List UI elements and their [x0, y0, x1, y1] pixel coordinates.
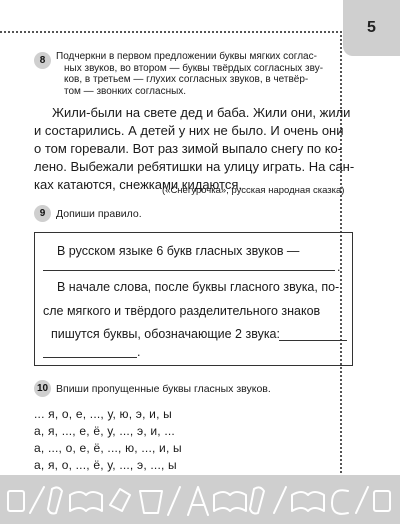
vowel-sequence: а, я, о, ..., ё, у, ..., э, ..., ы — [34, 458, 177, 472]
pencil-icon — [274, 487, 286, 513]
cup-icon — [140, 491, 162, 513]
paperclip-icon — [250, 487, 264, 513]
story-line: о том горевали. Вот раз зимой выпало снегу по ко- — [34, 141, 343, 156]
notebook-icon — [8, 491, 24, 511]
rule-box — [34, 232, 353, 366]
task-8-instruction-line: ков, в третьем — глухих согласных звуков, в четвёр- — [64, 74, 309, 85]
paperclip-icon — [48, 487, 62, 513]
rule-2-line: пишутся буквы, обозначающие 2 звука: — [51, 327, 280, 341]
task-8-instruction-line: том — звонких согласных. — [64, 85, 187, 97]
page-border-top — [0, 31, 342, 33]
task-10-instruction: Впиши пропущенные буквы гласных звуков. — [56, 383, 271, 395]
pencil-icon — [30, 487, 44, 513]
story-line: лено. Выбежали ребятишки на улицу играть. На сан- — [34, 159, 355, 174]
task-9-instruction: Допиши правило. — [56, 208, 142, 220]
letter-a-icon — [188, 487, 208, 515]
open-book-icon — [214, 492, 246, 511]
story-source: («Снегурочка», русская народная сказка) — [162, 185, 345, 196]
footer-decoration — [0, 475, 400, 524]
rule-2-answer-blank-2[interactable] — [43, 357, 137, 358]
rule-1-answer-blank[interactable] — [43, 270, 335, 271]
task-8-instruction-line: ных звуков, во втором — буквы твёрдых согласных зву- — [64, 62, 324, 74]
pencil-icon — [356, 487, 368, 513]
letter-c-icon — [332, 490, 348, 514]
task-8-instruction-line: Подчеркни в первом предложении буквы мягких соглас- — [56, 51, 317, 62]
task-9-badge: 9 — [34, 205, 51, 222]
story-line: Жили-были на свете дед и баба. Жили они, жили — [52, 105, 351, 120]
open-book-icon — [292, 492, 324, 511]
rule-1-text: В русском языке 6 букв гласных звуков — — [57, 244, 300, 258]
story-line: и состарились. А детей у них не было. И очень они — [34, 123, 344, 138]
task-8-instruction — [56, 51, 346, 97]
task-8-badge: 8 — [34, 52, 51, 69]
vowel-sequence: а, я, ..., е, ё, у, ..., э, и, ... — [34, 424, 175, 438]
rule-2-answer-blank[interactable] — [279, 340, 347, 341]
rule-2-period: . — [137, 345, 141, 359]
vowel-sequence: ... я, о, е, ..., у, ю, э, и, ы — [34, 407, 172, 421]
task-10-badge: 10 — [34, 380, 51, 397]
eraser-icon — [110, 489, 130, 511]
rule-2-line: В начале слова, после буквы гласного звука, по- — [57, 280, 340, 294]
open-book-icon — [70, 492, 102, 511]
rule-2-line: сле мягкого и твёрдого разделительного знаков — [43, 304, 321, 318]
page-number: 5 — [367, 19, 376, 36]
school-icons-strip — [0, 475, 400, 524]
page-number-tab — [343, 0, 400, 56]
story-line: ках катаются, снежками кидаются. — [34, 177, 242, 192]
vowel-sequence: а, ..., о, е, ё, ..., ю, ..., и, ы — [34, 441, 182, 455]
pencil-icon — [168, 487, 180, 515]
rule-1-period: . — [337, 260, 341, 274]
notebook-icon — [374, 491, 390, 511]
